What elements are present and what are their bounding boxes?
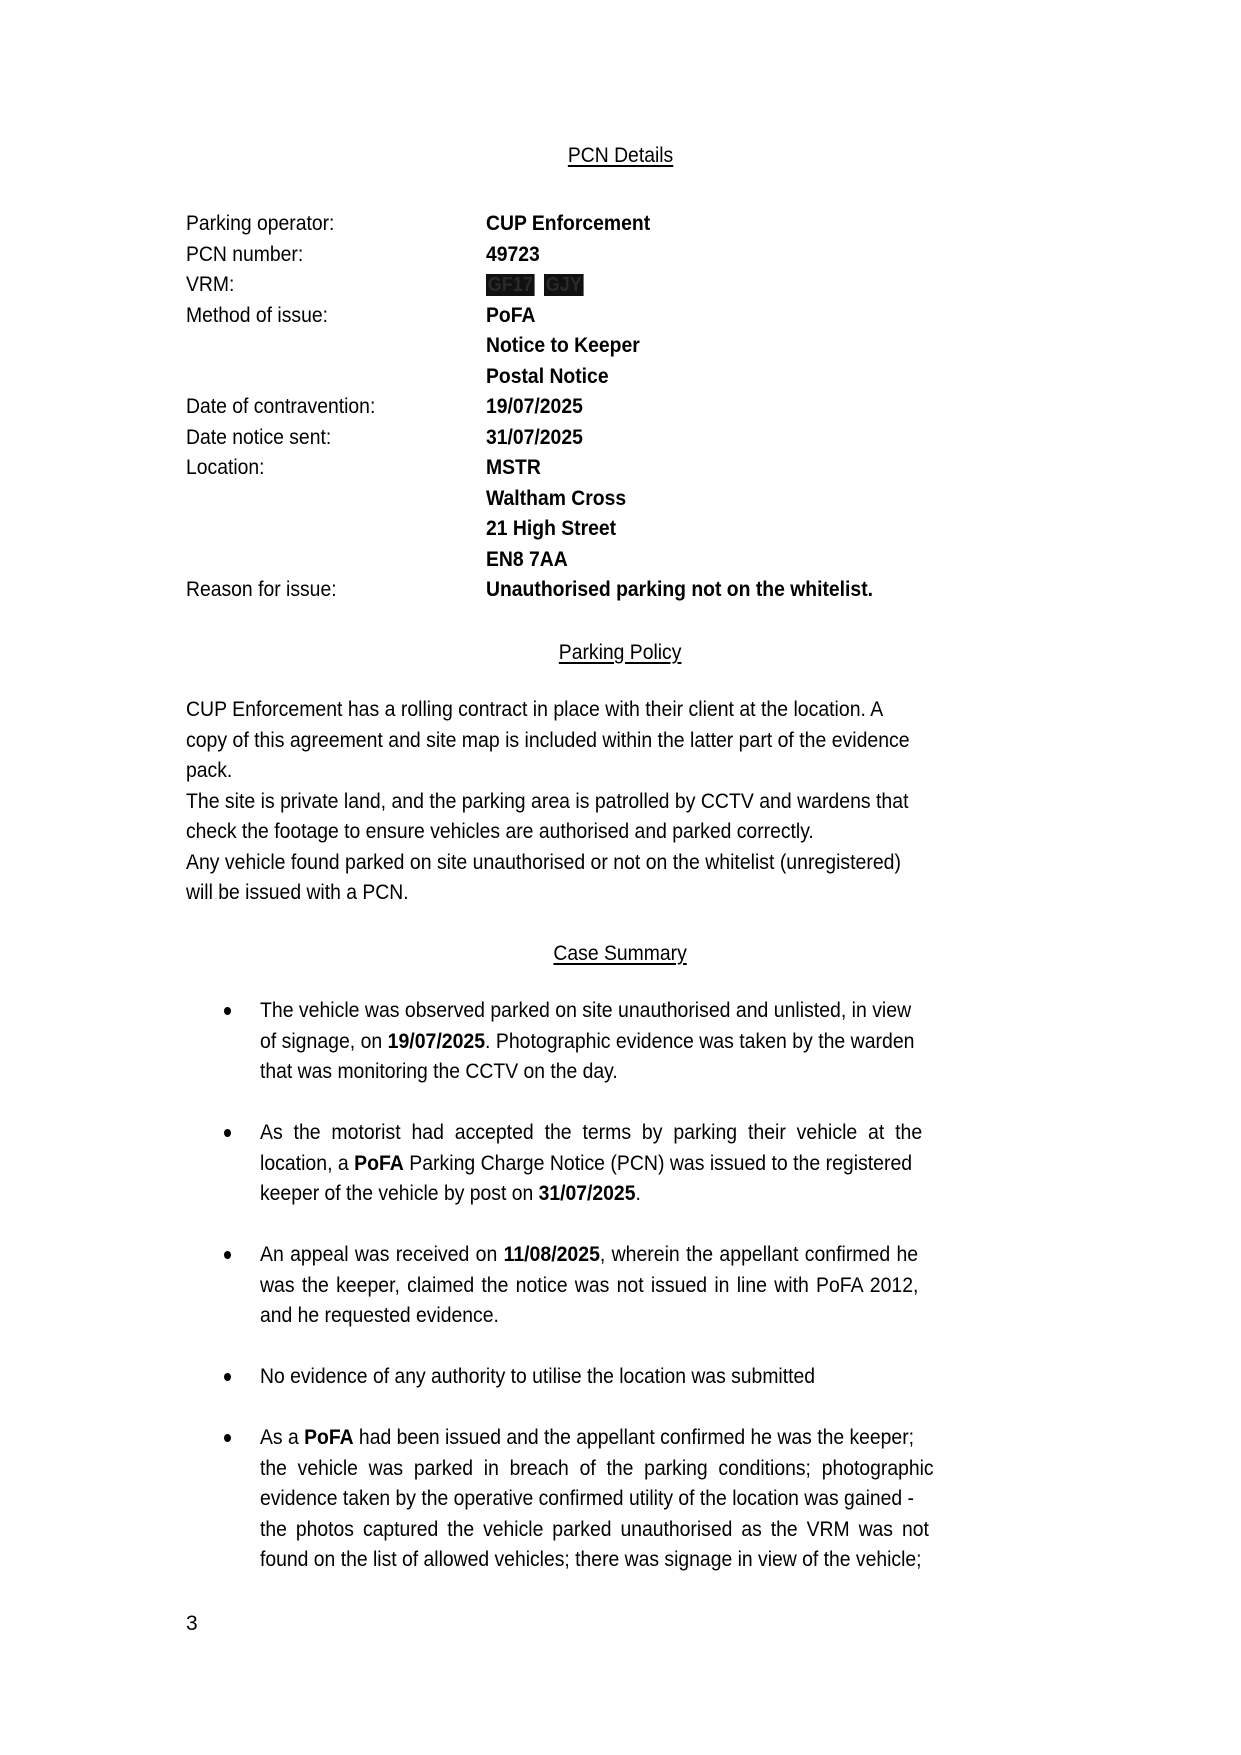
policy-line-text: will be issued with a PCN. <box>186 880 409 904</box>
bullet-line <box>260 995 1046 1026</box>
bullet-line-text: As the motorist had accepted the terms by parking their vehicle at the <box>260 1120 923 1144</box>
bullet-line <box>260 1148 1046 1179</box>
policy-line <box>186 877 1046 908</box>
detail-value-text: Waltham Cross <box>486 485 627 510</box>
detail-row-reason <box>186 574 1046 605</box>
detail-row-location <box>186 452 1046 483</box>
bullet-line <box>260 1514 1046 1545</box>
bullet-line-text: keeper of the vehicle by post on <box>260 1181 539 1205</box>
bullet-line <box>260 1270 1046 1301</box>
policy-line <box>186 694 1046 725</box>
policy-line-text: CUP Enforcement has a rolling contract in place with their client at the location. A <box>186 697 884 721</box>
summary-bullet <box>186 1422 1046 1575</box>
bullet-line-text: and he requested evidence. <box>260 1303 499 1327</box>
detail-value <box>486 239 546 270</box>
bullet-icon <box>224 1251 231 1259</box>
detail-value-text: 21 High Street <box>486 516 617 540</box>
bullet-bold-term: PoFA <box>354 1150 404 1175</box>
bullet-line-text: the vehicle was parked in breach of the parking conditions; photographic <box>260 1455 934 1480</box>
detail-label <box>186 391 486 422</box>
detail-value <box>486 422 594 453</box>
bullet-line-text: The vehicle was observed parked on site unauthorised and unlisted, in view <box>260 998 912 1022</box>
detail-row-date-contravention <box>186 391 1046 422</box>
detail-row-method-cont <box>186 330 1046 361</box>
bullet-icon <box>224 1007 231 1015</box>
page-number: 3 <box>186 1612 198 1635</box>
detail-label-text: Date of contravention: <box>186 394 376 418</box>
summary-bullet <box>186 1239 1046 1331</box>
pcn-details-heading-text: PCN Details <box>567 143 674 167</box>
redaction-box: GF17 <box>487 274 533 297</box>
bullet-line-text: was the keeper, claimed the notice was not issued in line with PoFA 2012, <box>260 1272 919 1297</box>
policy-line <box>186 786 1046 817</box>
policy-line <box>186 816 1046 847</box>
bullet-line-text: found on the list of allowed vehicles; there was signage in view of the vehicle; <box>260 1547 922 1571</box>
bullet-line-text: of signage, on <box>260 1028 388 1053</box>
detail-row-location-cont <box>186 544 1046 575</box>
bullet-line <box>260 1422 1046 1453</box>
detail-row-location-cont <box>186 513 1046 544</box>
detail-value-text: 19/07/2025 <box>486 394 583 418</box>
bullet-line-text: location, a <box>260 1150 355 1175</box>
bullet-line <box>260 1117 1046 1148</box>
bullet-line-text: , wherein the appellant confirmed he <box>599 1242 919 1266</box>
detail-label-empty <box>186 330 486 361</box>
detail-label <box>186 208 486 239</box>
bullet-date: 11/08/2025 <box>503 1242 600 1266</box>
bullet-line-text: . <box>635 1181 641 1205</box>
bullet-line-text: As a <box>260 1425 305 1449</box>
detail-value-text: Unauthorised parking not on the whitelist. <box>486 577 874 601</box>
detail-label-text: Location: <box>186 455 265 479</box>
parking-policy-heading <box>0 639 1241 665</box>
detail-value <box>486 452 547 483</box>
detail-label <box>186 422 486 453</box>
bullet-line <box>260 1056 1046 1087</box>
detail-row-method-cont <box>186 361 1046 392</box>
detail-row-method <box>186 300 1046 331</box>
detail-value <box>486 208 668 239</box>
bullet-line-text: Parking Charge Notice (PCN) was issued to the registered <box>403 1150 913 1175</box>
detail-label-text: PCN number: <box>186 241 304 266</box>
policy-line-text: copy of this agreement and site map is included within the latter part of the evidence <box>186 727 910 752</box>
detail-value-text: EN8 7AA <box>486 546 568 571</box>
bullet-line-text: the photos captured the vehicle parked unauthorised as the VRM was not <box>260 1516 929 1541</box>
bullet-line <box>260 1300 1046 1331</box>
detail-row-pcn-number <box>186 239 1046 270</box>
policy-line-text: check the footage to ensure vehicles are authorised and parked correctly. <box>186 819 814 843</box>
summary-bullet <box>186 995 1046 1087</box>
bullet-icon <box>224 1434 231 1442</box>
detail-label-text: Date notice sent: <box>186 424 332 449</box>
detail-value-text: 31/07/2025 <box>486 424 583 449</box>
bullet-line <box>260 1544 1046 1575</box>
detail-label <box>186 300 486 331</box>
bullet-line-text: . Photographic evidence was taken by the warden <box>485 1028 915 1053</box>
detail-value-text: Notice to Keeper <box>486 333 640 357</box>
bullet-line <box>260 1026 1046 1057</box>
detail-value <box>486 330 657 361</box>
parking-policy-paragraph <box>186 694 1046 908</box>
bullet-icon <box>224 1129 231 1137</box>
detail-value <box>486 544 577 575</box>
detail-value <box>486 513 631 544</box>
detail-label-text: Reason for issue: <box>186 577 337 601</box>
bullet-line-text: evidence taken by the operative confirmed utility of the location was gained - <box>260 1486 914 1510</box>
detail-row-parking-operator <box>186 208 1046 239</box>
bullet-icon <box>224 1373 231 1381</box>
bullet-line-text: An appeal was received on <box>260 1242 504 1266</box>
detail-label-empty <box>186 544 486 575</box>
parking-policy-heading-text: Parking Policy <box>559 640 682 664</box>
detail-label-empty <box>186 513 486 544</box>
bullet-line <box>260 1178 1046 1209</box>
detail-value <box>486 574 916 605</box>
policy-line-text: Any vehicle found parked on site unauthorised or not on the whitelist (unregistered) <box>186 849 901 874</box>
detail-label-empty <box>186 483 486 514</box>
detail-row-date-sent <box>186 422 1046 453</box>
detail-value <box>486 483 642 514</box>
bullet-line <box>260 1483 1046 1514</box>
bullet-date: 19/07/2025 <box>387 1028 486 1053</box>
policy-line-text: The site is private land, and the parking area is patrolled by CCTV and wardens that <box>186 788 909 813</box>
detail-value-redacted <box>486 269 592 300</box>
bullet-line-text: had been issued and the appellant confirmed he was the keeper; <box>353 1425 915 1449</box>
bullet-bold-term: PoFA <box>304 1425 354 1449</box>
detail-value-text: PoFA <box>486 302 536 327</box>
bullet-date: 31/07/2025 <box>538 1181 636 1205</box>
detail-value <box>486 391 594 422</box>
bullet-line-text: that was monitoring the CCTV on the day. <box>260 1059 618 1083</box>
detail-label-empty <box>186 361 486 392</box>
detail-label-text: Parking operator: <box>186 211 335 235</box>
bullet-line <box>260 1361 1046 1392</box>
case-summary-list <box>186 995 1046 1605</box>
summary-bullet <box>186 1361 1046 1392</box>
detail-label-text: VRM: <box>186 272 235 296</box>
summary-bullet <box>186 1117 1046 1209</box>
bullet-line-text: No evidence of any authority to utilise the location was submitted <box>260 1364 816 1388</box>
detail-row-vrm <box>186 269 1046 300</box>
detail-label <box>186 239 486 270</box>
policy-line-text: pack. <box>186 758 233 782</box>
detail-label-text: Method of issue: <box>186 302 328 327</box>
bullet-line <box>260 1239 1046 1270</box>
detail-value-text: CUP Enforcement <box>486 211 651 235</box>
detail-value-text: MSTR <box>486 455 541 479</box>
redaction-box: GJY <box>545 274 582 297</box>
detail-row-location-cont <box>186 483 1046 514</box>
policy-line <box>186 847 1046 878</box>
detail-value <box>486 361 622 392</box>
detail-value-text: 49723 <box>486 241 540 266</box>
case-summary-heading <box>0 940 1241 966</box>
detail-value <box>486 300 541 331</box>
detail-label <box>186 574 486 605</box>
detail-label <box>186 452 486 483</box>
pcn-details-heading <box>0 142 1241 168</box>
policy-line <box>186 755 1046 786</box>
case-summary-heading-text: Case Summary <box>553 941 688 965</box>
detail-value-text: Postal Notice <box>486 363 609 388</box>
bullet-line <box>260 1453 1046 1484</box>
pcn-details-table <box>186 208 1046 605</box>
policy-line <box>186 725 1046 756</box>
detail-label <box>186 269 486 300</box>
